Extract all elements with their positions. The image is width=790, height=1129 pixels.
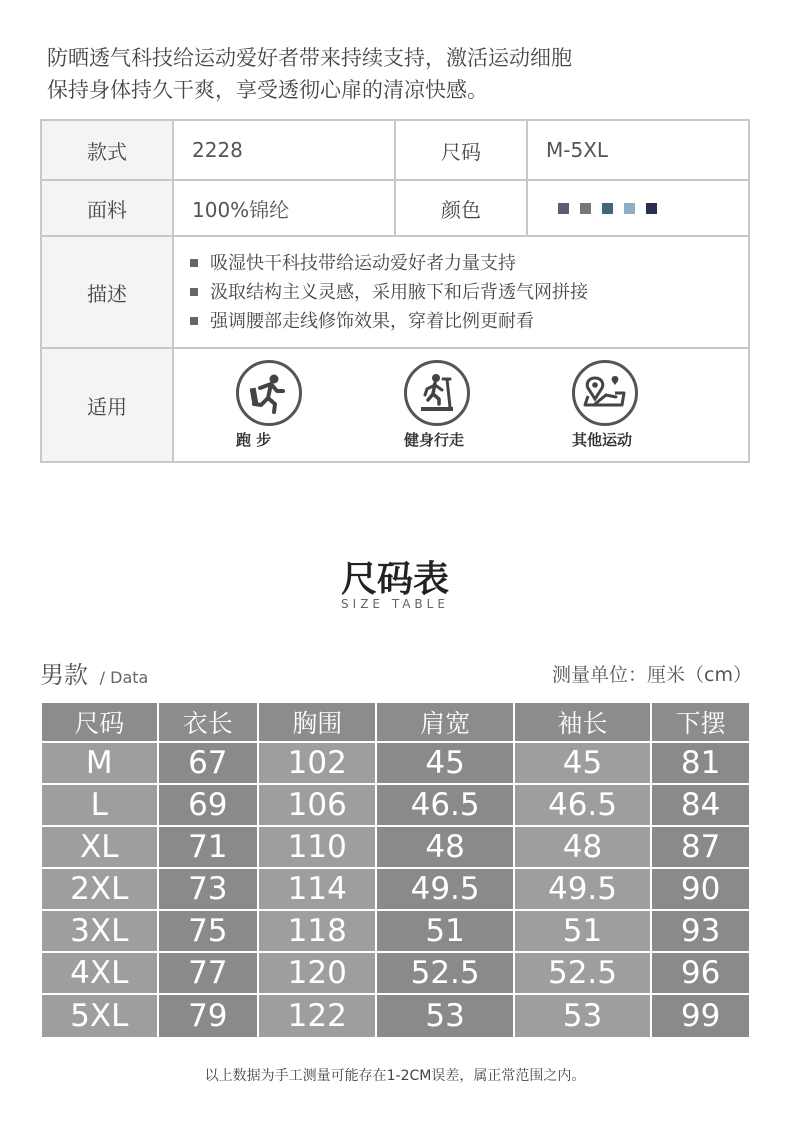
table-cell: 52.5 bbox=[377, 953, 514, 995]
table-cell: 53 bbox=[515, 995, 652, 1037]
size-label: 尺码 bbox=[395, 120, 527, 180]
table-cell: 3XL bbox=[42, 911, 159, 953]
table-row bbox=[42, 911, 749, 953]
footnote: 以上数据为手工测量可能存在1-2CM误差，属正常范围之内。 bbox=[204, 1068, 586, 1084]
fabric-value: 100%锦纶 bbox=[173, 180, 395, 236]
table-cell: 45 bbox=[515, 743, 652, 785]
use-other bbox=[572, 360, 740, 450]
gender-sub: / Data bbox=[99, 668, 149, 687]
table-cell: 90 bbox=[652, 869, 749, 911]
table-cell: 48 bbox=[377, 827, 514, 869]
table-cell: 106 bbox=[259, 785, 377, 827]
desc-list bbox=[174, 249, 748, 336]
table-cell: 4XL bbox=[42, 953, 159, 995]
table-cell: 2XL bbox=[42, 869, 159, 911]
table-cell: 120 bbox=[259, 953, 377, 995]
use-other-label: 其他运动 bbox=[572, 431, 633, 449]
size-table bbox=[42, 703, 749, 1037]
table-cell: 93 bbox=[652, 911, 749, 953]
table-cell: 51 bbox=[377, 911, 514, 953]
table-row bbox=[42, 995, 749, 1037]
use-running bbox=[236, 360, 404, 450]
color-swatch bbox=[558, 203, 569, 214]
header-cell: 胸围 bbox=[259, 703, 377, 743]
size-table-title: 尺码表 bbox=[340, 559, 449, 600]
bullet-icon bbox=[190, 259, 198, 267]
use-treadmill bbox=[404, 360, 572, 450]
table-cell: 46.5 bbox=[515, 785, 652, 827]
intro-text bbox=[47, 42, 747, 106]
desc-label: 描述 bbox=[41, 236, 173, 348]
table-cell: 122 bbox=[259, 995, 377, 1037]
table-cell: 118 bbox=[259, 911, 377, 953]
table-cell: 67 bbox=[159, 743, 260, 785]
use-list bbox=[174, 360, 748, 450]
table-cell: 99 bbox=[652, 995, 749, 1037]
desc-cell bbox=[173, 236, 749, 348]
table-cell: 45 bbox=[377, 743, 514, 785]
table-cell: 48 bbox=[515, 827, 652, 869]
table-cell: 114 bbox=[259, 869, 377, 911]
color-swatch bbox=[624, 203, 635, 214]
table-cell: 73 bbox=[159, 869, 260, 911]
table-cell: 87 bbox=[652, 827, 749, 869]
gender-label: 男款 bbox=[40, 661, 88, 689]
table-cell: 79 bbox=[159, 995, 260, 1037]
color-swatch bbox=[580, 203, 591, 214]
color-swatches bbox=[546, 203, 748, 214]
table-cell: 46.5 bbox=[377, 785, 514, 827]
color-swatch bbox=[646, 203, 657, 214]
table-cell: 84 bbox=[652, 785, 749, 827]
treadmill-icon bbox=[404, 360, 470, 426]
header-cell: 肩宽 bbox=[377, 703, 514, 743]
style-label: 款式 bbox=[41, 120, 173, 180]
table-row bbox=[42, 827, 749, 869]
color-swatch bbox=[602, 203, 613, 214]
table-cell: 53 bbox=[377, 995, 514, 1037]
color-swatches-cell bbox=[527, 180, 749, 236]
header-cell: 尺码 bbox=[42, 703, 159, 743]
table-cell: L bbox=[42, 785, 159, 827]
table-cell: 69 bbox=[159, 785, 260, 827]
desc-item: 吸湿快干科技带给运动爱好者力量支持 bbox=[190, 249, 748, 278]
table-row bbox=[42, 869, 749, 911]
table-cell: 49.5 bbox=[377, 869, 514, 911]
table-row bbox=[42, 953, 749, 995]
use-treadmill-label: 健身行走 bbox=[404, 431, 465, 449]
use-label: 适用 bbox=[41, 348, 173, 462]
fabric-label: 面料 bbox=[41, 180, 173, 236]
use-running-label: 跑 步 bbox=[236, 431, 272, 449]
table-cell: XL bbox=[42, 827, 159, 869]
gender-heading bbox=[40, 655, 148, 690]
table-row bbox=[42, 785, 749, 827]
intro-line-1: 防晒透气科技给运动爱好者带来持续支持，激活运动细胞 bbox=[47, 46, 572, 70]
intro-line-2: 保持身体持久干爽，享受透彻心扉的清凉快感。 bbox=[47, 78, 488, 102]
header-cell: 下摆 bbox=[652, 703, 749, 743]
header-cell: 衣长 bbox=[159, 703, 260, 743]
use-cell bbox=[173, 348, 749, 462]
header-cell: 袖长 bbox=[515, 703, 652, 743]
style-value: 2228 bbox=[173, 120, 395, 180]
bullet-icon bbox=[190, 317, 198, 325]
route-map-icon bbox=[572, 360, 638, 426]
table-cell: 77 bbox=[159, 953, 260, 995]
size-table-header bbox=[42, 703, 749, 743]
table-cell: 81 bbox=[652, 743, 749, 785]
table-cell: 52.5 bbox=[515, 953, 652, 995]
table-row bbox=[42, 743, 749, 785]
table-cell: 5XL bbox=[42, 995, 159, 1037]
table-cell: 96 bbox=[652, 953, 749, 995]
running-icon bbox=[236, 360, 302, 426]
table-cell: 71 bbox=[159, 827, 260, 869]
color-label: 颜色 bbox=[395, 180, 527, 236]
desc-item: 汲取结构主义灵感，采用腋下和后背透气网拼接 bbox=[190, 278, 748, 307]
table-cell: 51 bbox=[515, 911, 652, 953]
bullet-icon bbox=[190, 288, 198, 296]
table-cell: 75 bbox=[159, 911, 260, 953]
table-cell: 110 bbox=[259, 827, 377, 869]
size-table-subtitle: SIZE TABLE bbox=[341, 597, 449, 611]
size-value: M-5XL bbox=[527, 120, 749, 180]
spec-table bbox=[40, 119, 750, 463]
table-cell: M bbox=[42, 743, 159, 785]
unit-label: 测量单位：厘米（cm） bbox=[552, 664, 752, 686]
table-cell: 49.5 bbox=[515, 869, 652, 911]
table-cell: 102 bbox=[259, 743, 377, 785]
desc-item: 强调腰部走线修饰效果，穿着比例更耐看 bbox=[190, 307, 748, 336]
